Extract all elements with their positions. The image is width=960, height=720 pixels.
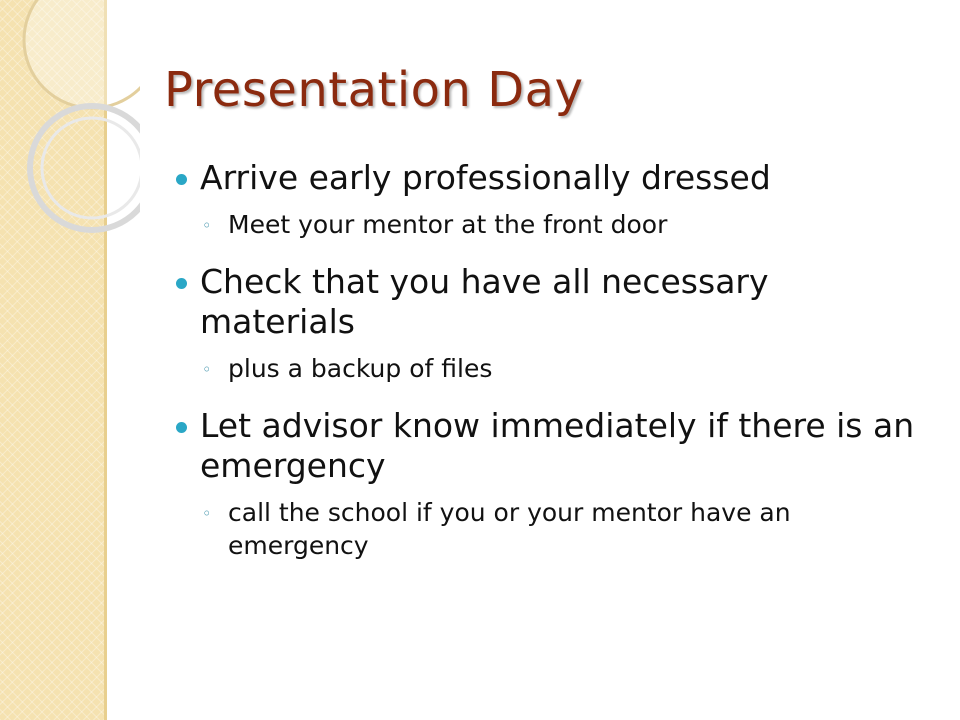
bullet-text: Arrive early professionally dressed (200, 158, 771, 197)
sub-bullet-ring-icon: ◦ (202, 216, 212, 235)
slide-title: Presentation Day (164, 62, 584, 118)
bullet-item (176, 406, 916, 486)
bullet-dot-icon (176, 278, 187, 289)
sub-bullet-text: Meet your mentor at the front door (228, 210, 668, 239)
sub-bullet-text: plus a backup of files (228, 354, 493, 383)
bullet-list (176, 158, 916, 562)
sub-bullet-item (176, 208, 916, 241)
sub-bullet-ring-icon: ◦ (202, 504, 212, 523)
sub-bullet-item (176, 352, 916, 385)
bullet-text: Let advisor know immediately if there is an emergency (200, 406, 915, 485)
sub-bullet-item (176, 496, 916, 562)
bullet-text: Check that you have all necessary materials (200, 262, 769, 341)
sub-bullet-ring-icon: ◦ (202, 360, 212, 379)
bullet-dot-icon (176, 422, 187, 433)
sub-bullet-text: call the school if you or your mentor have an emergency (228, 498, 791, 560)
bullet-item (176, 158, 916, 198)
bullet-item (176, 262, 916, 342)
bullet-dot-icon (176, 174, 187, 185)
decorative-rings (0, 0, 140, 260)
